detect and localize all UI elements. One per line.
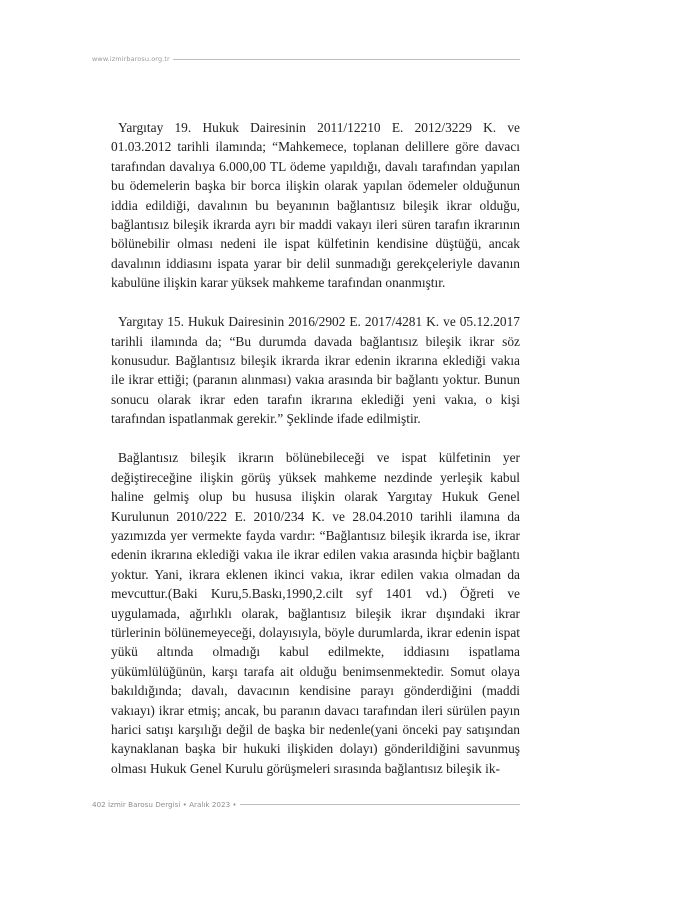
header-url: www.izmirbarosu.org.tr xyxy=(92,55,170,63)
header-rule xyxy=(173,59,520,60)
footer-text: 402 İzmir Barosu Dergisi • Aralık 2023 • xyxy=(92,800,237,809)
page-footer xyxy=(92,800,520,809)
paragraph: Yargıtay 15. Hukuk Dairesinin 2016/2902 E. 2017/4281 K. ve 05.12.2017 tarihli ilamında da; “Bu durumda davada bağlantısız bileşik ikrar söz konusudur. Bağlantısız bileşik ikrarda ikrar edenin ikrarına eklediği vakıa ile ikrar ettiği; (paranın alınması) vakıa arasında bir bağlantı yoktur. Bunun sonucu olarak ikrar eden tarafın ikrarına eklediği yeni vakıa, o kişi tarafından ispatlanmak gerekir.” Şeklinde ifade edilmiştir. xyxy=(111,314,520,427)
page-header xyxy=(92,55,520,63)
footer-rule xyxy=(240,804,520,805)
paragraph: Bağlantısız bileşik ikrarın bölünebileceği ve ispat külfetinin yer değiştireceğine ilişkin görüş yüksek mahkeme nezdinde yerleşik kabul haline gelmiş olup bu hususa ilişkin olarak Yargıtay Hukuk Genel Kurulunun 2010/222 E. 2010/234 K. ve 28.04.2010 tarihli ilamına da yazımızda yer vermekte fayda vardır: “Bağlantısız bileşik ikrarda ise, ikrar edenin ikrarına eklediği vakıa ile ikrar edilen vakıa arasında hiçbir bağlantı yoktur. Yani, ikrara eklenen ikinci vakıa, ikrar edilen vakıa olmadan da mevcuttur.(Baki Kuru,5.Baskı,1990,2.cilt syf 1401 vd.) Öğreti ve uygulamada, ağırlıklı olarak, bağlantısız bileşik ikrar dışındaki ikrar türlerinin bölünemeyeceği, dolayısıyla, böyle durumlarda, ikrar edenin ispat yükü altında olmadığı kabul edilmekte, iddiasını ispatlama yükümlülüğünün, karşı tarafa ait olduğu benimsenmektedir. Somut olaya bakıldığında; davalı, davacının kendisine parayı gönderdiğini (maddi vakıayı) ikrar etmiş; ancak, bu paranın davacı tarafından ileri sürülen payın harici satışı karşılığı değil de başka bir nedenle(yani önceki pay satışından kaynaklanan başka bir hukuki ilişkiden dolayı) gönderildiğini savunmuş olması Hukuk Genel Kurulu görüşmeleri sırasında bağlantısız bileşik ik- xyxy=(111,450,520,776)
article-body xyxy=(111,118,520,778)
paragraph: Yargıtay 19. Hukuk Dairesinin 2011/12210 E. 2012/3229 K. ve 01.03.2012 tarihli ilamında; “Mahkemece, toplanan delillere göre davacı tarafından davalıya 6.000,00 TL ödeme yapıldığı, davalı tarafından yapılan bu ödemelerin başka bir borca ilişkin olarak yapılan ödemeler olduğunun iddia edildiği, davalının bu beyanının bağlantısız bileşik ikrar olduğu, bağlantısız bileşik ikrarda ayrı bir maddi vakayı ileri süren tarafın ikrarının bölünebilir olması nedeni ile ispat külfetinin kendisine düştüğü, ancak davalının iddiasını ispata yarar bir delil sunmadığı gerekçeleriyle davanın kabulüne ilişkin karar yüksek mahkeme tarafından onanmıştır. xyxy=(111,120,520,291)
